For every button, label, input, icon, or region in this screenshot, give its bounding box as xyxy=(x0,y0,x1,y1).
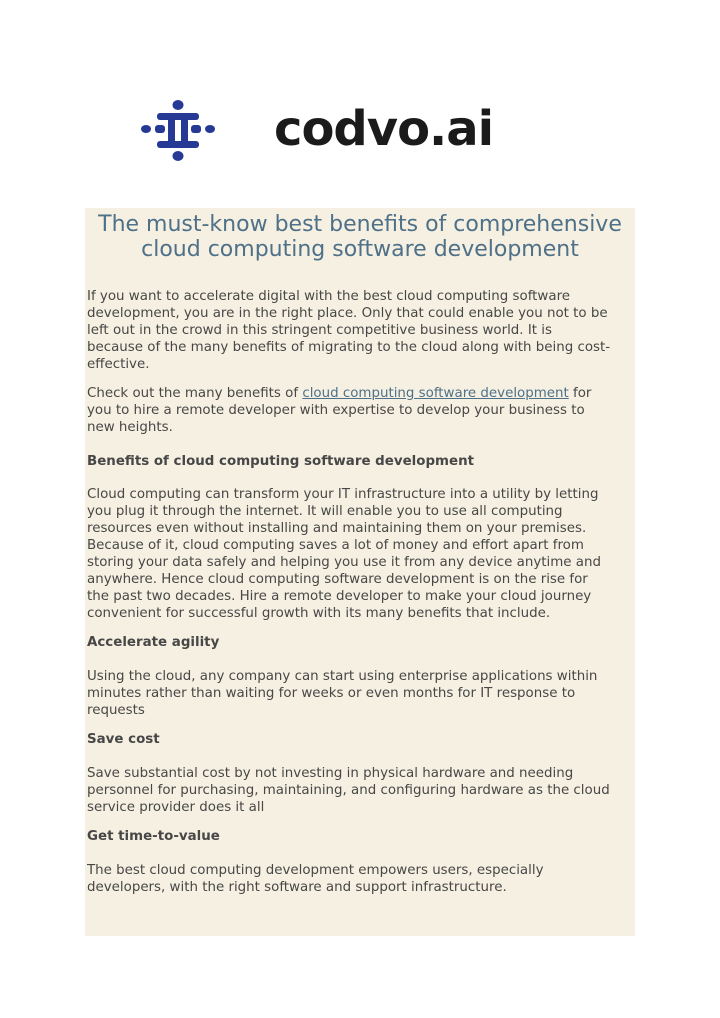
checkout-line-1 xyxy=(87,385,635,402)
intro-line-2: development, you are in the right place. Only that could enable you not to be xyxy=(87,306,608,321)
checkout-before-link: Check out the many benefits of xyxy=(87,386,303,401)
benefits-line-7: the past two decades. Hire a remote developer to make your cloud journey xyxy=(87,589,592,604)
agility-line-3: requests xyxy=(87,703,145,718)
checkout-after-link: for xyxy=(568,386,592,401)
checkout-line-3: new heights. xyxy=(87,420,173,435)
article-panel xyxy=(85,208,635,936)
value-line-2: developers, with the right software and support infrastructure. xyxy=(87,880,507,895)
cloud-software-development-link[interactable]: cloud computing software development xyxy=(302,386,569,401)
article-title-line-2: cloud computing software development xyxy=(141,237,579,262)
agility-heading: Accelerate agility xyxy=(87,635,220,650)
benefits-line-5: storing your data safely and helping you use it from any device anytime and xyxy=(87,555,601,570)
intro-line-4: because of the many benefits of migrating to the cloud along with being cost- xyxy=(87,340,611,355)
benefits-line-3: resources even without installing and maintaining them on your premises. xyxy=(87,521,587,536)
benefits-line-2: you plug it through the internet. It will enable you to use all computing xyxy=(87,504,563,519)
cost-line-1: Save substantial cost by not investing in physical hardware and needing xyxy=(87,766,574,781)
cost-line-2: personnel for purchasing, maintaining, and configuring hardware as the cloud xyxy=(87,783,610,798)
intro-line-5: effective. xyxy=(87,357,150,372)
intro-line-3: left out in the crowd in this stringent competitive business world. It is xyxy=(87,323,552,338)
agility-line-2: minutes rather than waiting for weeks or even months for IT response to xyxy=(87,686,576,701)
brand-name: codvo.ai xyxy=(274,101,494,157)
codvo-logo-icon xyxy=(141,100,215,162)
agility-line-1: Using the cloud, any company can start using enterprise applications within xyxy=(87,669,598,684)
cost-line-3: service provider does it all xyxy=(87,800,265,815)
value-line-1: The best cloud computing development empowers users, especially xyxy=(87,863,544,878)
benefits-line-6: anywhere. Hence cloud computing software development is on the rise for xyxy=(87,572,588,587)
intro-line-1: If you want to accelerate digital with the best cloud computing software xyxy=(87,289,571,304)
codvo-logo xyxy=(141,100,581,162)
benefits-line-8: convenient for successful growth with its many benefits that include. xyxy=(87,606,551,621)
benefits-line-4: Because of it, cloud computing saves a lot of money and effort apart from xyxy=(87,538,584,553)
article-title-line-1: The must-know best benefits of comprehensive xyxy=(98,212,622,237)
checkout-line-2: you to hire a remote developer with expertise to develop your business to xyxy=(87,403,585,418)
benefits-line-1: Cloud computing can transform your IT infrastructure into a utility by letting xyxy=(87,487,599,502)
value-heading: Get time-to-value xyxy=(87,829,220,844)
cost-heading: Save cost xyxy=(87,732,160,747)
benefits-heading: Benefits of cloud computing software development xyxy=(87,454,475,469)
